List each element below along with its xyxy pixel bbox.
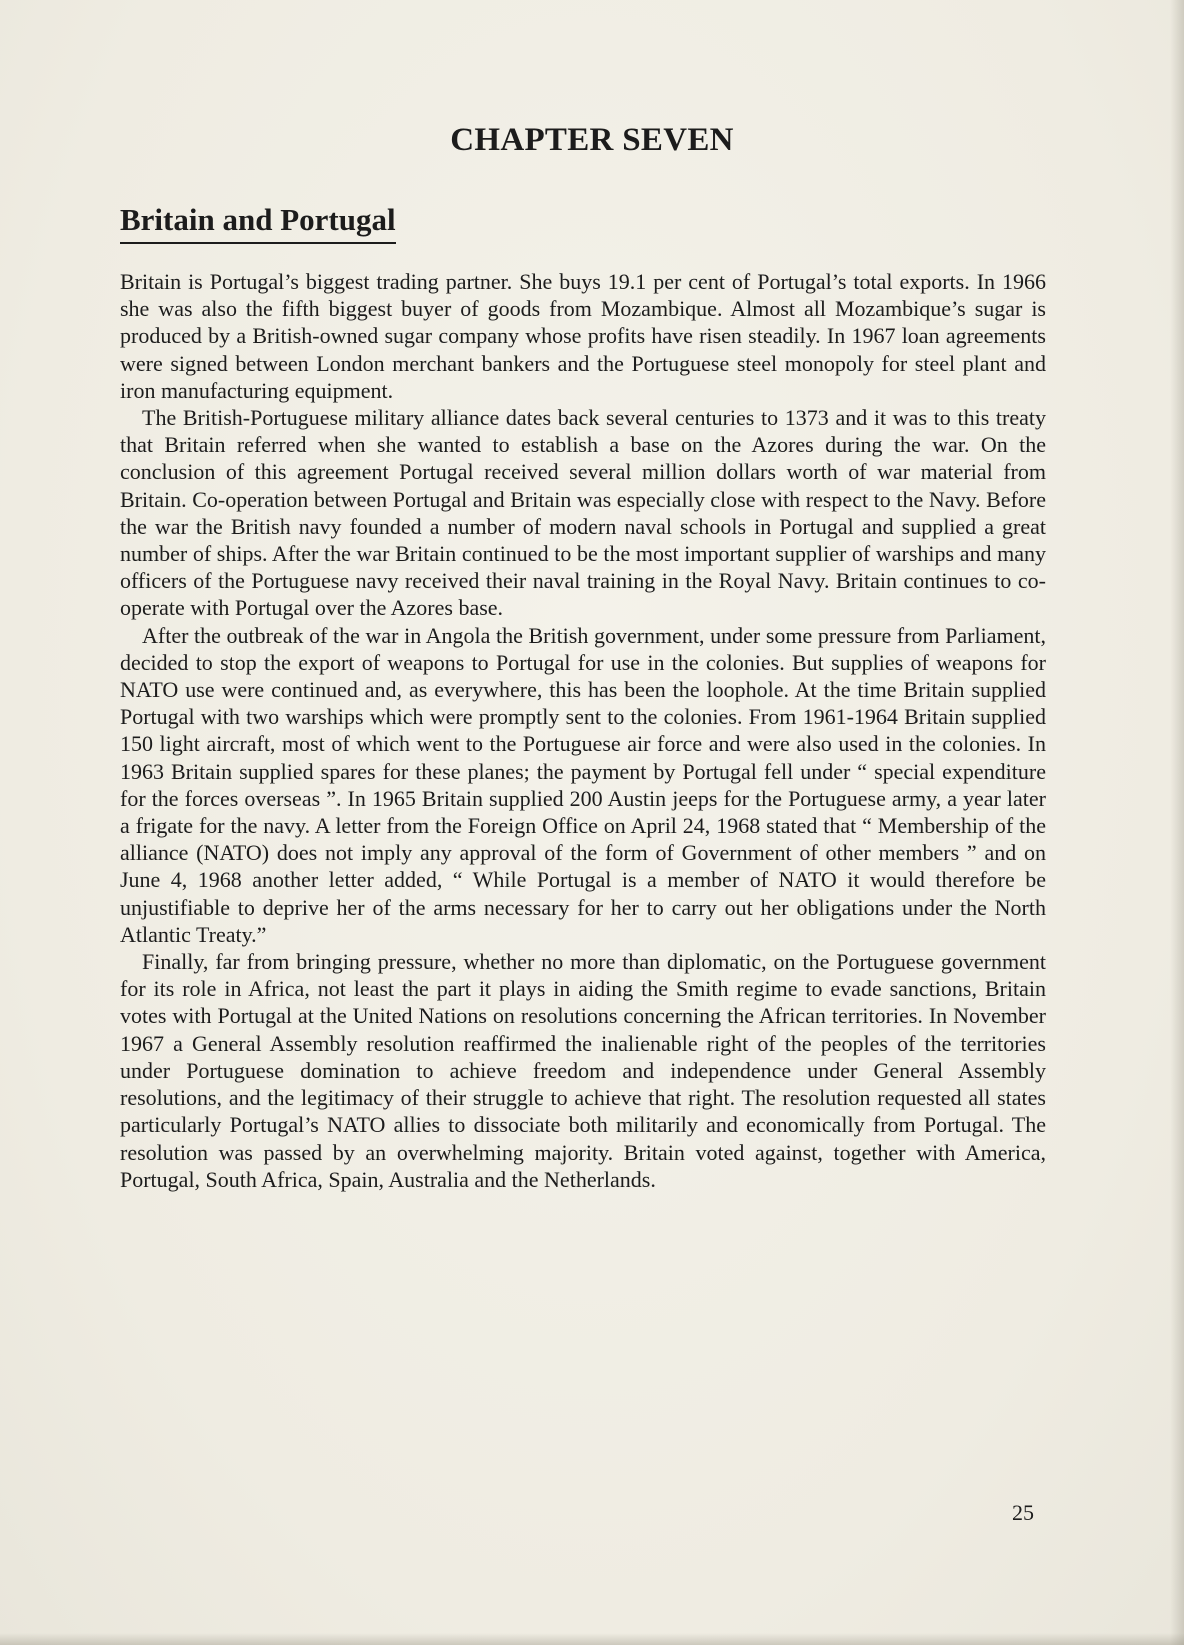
paragraph-trade: Britain is Portugal’s biggest trading partner. She buys 19.1 per cent of Portugal’s total exports. In 1966 she was also the fifth biggest buyer of goods from Mozambique. Almost all Mozambique’s sugar is produced by a British-owned sugar company whose profits have risen steadily. In 1967 loan agreements were signed between London merchant bankers and the Portuguese steel monopoly for steel plant and iron manufacturing equipment. <box>120 269 1046 403</box>
paragraph-weapons-supply: After the outbreak of the war in Angola the British government, under some pressure from Parliament, decided to stop the export of weapons to Portugal for use in the colonies. But supplies of weapons for NATO use were continued and, as everywhere, this has been the loophole. At the time Britain supplied Portugal with two warships which were promptly sent to the colonies. From 1961-1964 Britain supplied 150 light aircraft, most of which went to the Portuguese air force and were also used in the colonies. In 1963 Britain supplied spares for these planes; the payment by Portugal fell under “ special expenditure for the forces overseas ”. In 1965 Britain supplied 200 Austin jeeps for the Portuguese army, a year later a frigate for the navy. A letter from the Foreign Office on April 24, 1968 stated that “ Membership of the alliance (NATO) does not imply any approval of the form of Government of other members ” and on June 4, 1968 another letter added, “ While Portugal is a member of NATO it would therefore be unjustifiable to deprive her of the arms necessary for her to carry out her obligations under the North Atlantic Treaty.” <box>120 622 1046 947</box>
page-bottom-shadow <box>0 1633 1184 1645</box>
paragraph-military-alliance: The British-Portuguese military alliance dates back several centuries to 1373 and it was to this treaty that Britain referred when she wanted to establish a base on the Azores during the war. On the conclusion of this agreement Portugal received several million dollars worth of war material from Britain. Co-operation between Portugal and Britain was especially close with respect to the Navy. Before the war the British navy founded a number of modern naval schools in Portugal and supplied a great number of ships. After the war Britain continued to be the most important supplier of warships and many officers of the Portuguese navy received their naval training in the Royal Navy. Britain continues to co-operate with Portugal over the Azores base. <box>120 405 1046 621</box>
chapter-title: CHAPTER SEVEN <box>450 122 734 158</box>
page-number: 25 <box>1012 1500 1034 1525</box>
page-edge-shadow <box>1170 0 1184 1645</box>
section-title: Britain and Portugal <box>120 202 396 244</box>
body-text <box>120 268 1046 1193</box>
paragraph-united-nations: Finally, far from bringing pressure, whether no more than diplomatic, on the Portuguese government for its role in Africa, not least the part it plays in aiding the Smith regime to evade sanctions, Britain votes with Portugal at the United Nations on resolutions concerning the African territories. In November 1967 a General Assembly resolution reaffirmed the inalienable right of the peoples of the territories under Portuguese domination to achieve freedom and independence under General Assembly resolutions, and the legitimacy of their struggle to achieve that right. The resolution requested all states particularly Portugal’s NATO allies to dissociate both militarily and economically from Portugal. The resolution was passed by an overwhelming majority. Britain voted against, together with America, Portugal, South Africa, Spain, Australia and the Netherlands. <box>120 949 1046 1192</box>
